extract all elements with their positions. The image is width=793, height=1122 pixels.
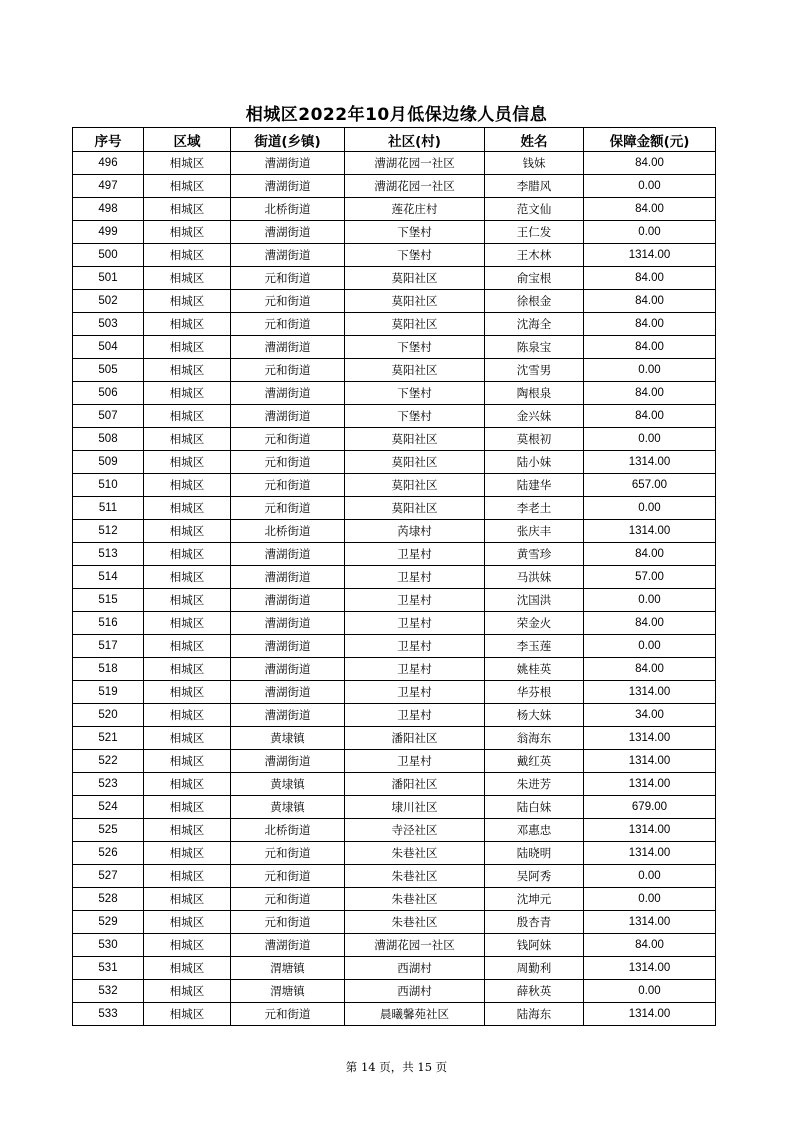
row-community-cell: 寺泾社区 — [345, 819, 485, 842]
row-community-cell: 晨曦馨苑社区 — [345, 1003, 485, 1026]
row-street-cell: 元和街道 — [231, 1003, 345, 1026]
row-index-cell: 504 — [73, 336, 144, 359]
table-row — [73, 796, 716, 819]
row-amount-cell: 1314.00 — [584, 819, 716, 842]
row-index-cell: 532 — [73, 980, 144, 1003]
table-row — [73, 244, 716, 267]
row-community-cell: 莫阳社区 — [345, 313, 485, 336]
row-district-cell: 相城区 — [144, 957, 231, 980]
row-index-cell: 525 — [73, 819, 144, 842]
row-person-name-cell: 吴阿秀 — [485, 865, 584, 888]
row-community-cell: 潘阳社区 — [345, 773, 485, 796]
row-person-name-cell: 王仁发 — [485, 221, 584, 244]
row-amount-cell: 0.00 — [584, 175, 716, 198]
row-person-name-cell: 荣金火 — [485, 612, 584, 635]
row-community-cell: 下堡村 — [345, 336, 485, 359]
row-district-cell: 相城区 — [144, 359, 231, 382]
row-index-cell: 515 — [73, 589, 144, 612]
table-row — [73, 428, 716, 451]
row-street-cell: 元和街道 — [231, 911, 345, 934]
row-person-name-cell: 陆晓明 — [485, 842, 584, 865]
table-row — [73, 980, 716, 1003]
row-amount-cell: 1314.00 — [584, 957, 716, 980]
row-amount-cell: 84.00 — [584, 267, 716, 290]
row-community-cell: 漕湖花园一社区 — [345, 152, 485, 175]
row-amount-cell: 84.00 — [584, 934, 716, 957]
row-street-cell: 漕湖街道 — [231, 750, 345, 773]
row-index-cell: 516 — [73, 612, 144, 635]
table-row — [73, 267, 716, 290]
row-index-cell: 518 — [73, 658, 144, 681]
row-street-cell: 元和街道 — [231, 290, 345, 313]
row-person-name-cell: 钱阿妹 — [485, 934, 584, 957]
row-street-cell: 元和街道 — [231, 313, 345, 336]
row-district-cell: 相城区 — [144, 911, 231, 934]
table-row — [73, 221, 716, 244]
table-row — [73, 842, 716, 865]
row-index-cell: 522 — [73, 750, 144, 773]
row-community-cell: 卫星村 — [345, 635, 485, 658]
row-person-name-cell: 俞宝根 — [485, 267, 584, 290]
row-index-cell: 508 — [73, 428, 144, 451]
row-street-cell: 北桥街道 — [231, 198, 345, 221]
row-index-cell: 497 — [73, 175, 144, 198]
row-amount-cell: 1314.00 — [584, 750, 716, 773]
row-community-cell: 朱巷社区 — [345, 888, 485, 911]
table-row — [73, 152, 716, 175]
row-street-cell: 漕湖街道 — [231, 566, 345, 589]
row-index-cell: 513 — [73, 543, 144, 566]
row-district-cell: 相城区 — [144, 819, 231, 842]
row-person-name-cell: 殷杏青 — [485, 911, 584, 934]
row-street-cell: 漕湖街道 — [231, 382, 345, 405]
table-row — [73, 497, 716, 520]
table-row — [73, 635, 716, 658]
row-person-name-cell: 陆小妹 — [485, 451, 584, 474]
row-index-cell: 527 — [73, 865, 144, 888]
row-amount-cell: 1314.00 — [584, 727, 716, 750]
row-community-cell: 下堡村 — [345, 221, 485, 244]
row-community-cell: 朱巷社区 — [345, 865, 485, 888]
table-row — [73, 704, 716, 727]
row-person-name-cell: 陶根泉 — [485, 382, 584, 405]
row-street-cell: 漕湖街道 — [231, 658, 345, 681]
table-row — [73, 612, 716, 635]
row-street-cell: 漕湖街道 — [231, 152, 345, 175]
row-amount-cell: 84.00 — [584, 152, 716, 175]
row-person-name-cell: 戴红英 — [485, 750, 584, 773]
row-street-cell: 元和街道 — [231, 267, 345, 290]
row-person-name-cell: 金兴妹 — [485, 405, 584, 428]
row-community-cell: 潘阳社区 — [345, 727, 485, 750]
table-row — [73, 750, 716, 773]
row-index-cell: 501 — [73, 267, 144, 290]
row-street-cell: 漕湖街道 — [231, 704, 345, 727]
row-district-cell: 相城区 — [144, 175, 231, 198]
row-district-cell: 相城区 — [144, 520, 231, 543]
row-person-name-cell: 陈泉宝 — [485, 336, 584, 359]
row-amount-cell: 0.00 — [584, 980, 716, 1003]
row-street-cell: 漕湖街道 — [231, 244, 345, 267]
table-row — [73, 934, 716, 957]
row-community-cell: 卫星村 — [345, 658, 485, 681]
row-district-cell: 相城区 — [144, 336, 231, 359]
row-person-name-cell: 陆白妹 — [485, 796, 584, 819]
row-amount-cell: 0.00 — [584, 888, 716, 911]
table-row — [73, 888, 716, 911]
row-community-cell: 卫星村 — [345, 589, 485, 612]
row-person-name-cell: 马洪妹 — [485, 566, 584, 589]
row-street-cell: 漕湖街道 — [231, 175, 345, 198]
row-amount-cell: 84.00 — [584, 382, 716, 405]
table-row — [73, 405, 716, 428]
row-district-cell: 相城区 — [144, 888, 231, 911]
row-district-cell: 相城区 — [144, 750, 231, 773]
row-district-cell: 相城区 — [144, 773, 231, 796]
row-amount-cell: 0.00 — [584, 359, 716, 382]
row-district-cell: 相城区 — [144, 865, 231, 888]
row-amount-cell: 84.00 — [584, 543, 716, 566]
row-person-name-cell: 沈海全 — [485, 313, 584, 336]
row-index-cell: 520 — [73, 704, 144, 727]
row-community-cell: 卫星村 — [345, 543, 485, 566]
row-person-name-cell: 张庆丰 — [485, 520, 584, 543]
row-street-cell: 元和街道 — [231, 865, 345, 888]
row-district-cell: 相城区 — [144, 635, 231, 658]
table-row — [73, 773, 716, 796]
row-person-name-cell: 翁海东 — [485, 727, 584, 750]
row-index-cell: 500 — [73, 244, 144, 267]
row-community-cell: 埭川社区 — [345, 796, 485, 819]
row-person-name-cell: 李老土 — [485, 497, 584, 520]
row-amount-cell: 1314.00 — [584, 842, 716, 865]
row-street-cell: 黄埭镇 — [231, 773, 345, 796]
row-index-cell: 526 — [73, 842, 144, 865]
row-index-cell: 496 — [73, 152, 144, 175]
row-street-cell: 元和街道 — [231, 888, 345, 911]
row-amount-cell: 34.00 — [584, 704, 716, 727]
table-row — [73, 290, 716, 313]
row-community-cell: 卫星村 — [345, 704, 485, 727]
row-amount-cell: 1314.00 — [584, 911, 716, 934]
row-street-cell: 漕湖街道 — [231, 681, 345, 704]
row-district-cell: 相城区 — [144, 980, 231, 1003]
row-amount-cell: 657.00 — [584, 474, 716, 497]
row-community-cell: 漕湖花园一社区 — [345, 934, 485, 957]
row-street-cell: 黄埭镇 — [231, 727, 345, 750]
row-amount-cell: 679.00 — [584, 796, 716, 819]
row-index-cell: 529 — [73, 911, 144, 934]
header-index: 序号 — [73, 128, 144, 152]
row-community-cell: 芮埭村 — [345, 520, 485, 543]
row-district-cell: 相城区 — [144, 313, 231, 336]
data-table — [72, 127, 716, 1026]
row-person-name-cell: 钱妹 — [485, 152, 584, 175]
row-index-cell: 503 — [73, 313, 144, 336]
row-community-cell: 莫阳社区 — [345, 267, 485, 290]
row-street-cell: 北桥街道 — [231, 520, 345, 543]
row-community-cell: 西湖村 — [345, 957, 485, 980]
table-row — [73, 1003, 716, 1026]
row-person-name-cell: 姚桂英 — [485, 658, 584, 681]
table-row — [73, 681, 716, 704]
row-district-cell: 相城区 — [144, 543, 231, 566]
row-district-cell: 相城区 — [144, 428, 231, 451]
row-index-cell: 528 — [73, 888, 144, 911]
row-amount-cell: 84.00 — [584, 612, 716, 635]
table-row — [73, 313, 716, 336]
table-row — [73, 336, 716, 359]
row-index-cell: 499 — [73, 221, 144, 244]
row-district-cell: 相城区 — [144, 796, 231, 819]
row-index-cell: 507 — [73, 405, 144, 428]
row-index-cell: 517 — [73, 635, 144, 658]
row-district-cell: 相城区 — [144, 842, 231, 865]
row-street-cell: 漕湖街道 — [231, 934, 345, 957]
row-person-name-cell: 薛秋英 — [485, 980, 584, 1003]
table-body — [73, 152, 716, 1026]
row-street-cell: 漕湖街道 — [231, 543, 345, 566]
row-person-name-cell: 黄雪珍 — [485, 543, 584, 566]
row-community-cell: 下堡村 — [345, 405, 485, 428]
row-district-cell: 相城区 — [144, 727, 231, 750]
row-community-cell: 莫阳社区 — [345, 474, 485, 497]
header-street: 街道(乡镇) — [231, 128, 345, 152]
row-amount-cell: 84.00 — [584, 336, 716, 359]
row-person-name-cell: 徐根金 — [485, 290, 584, 313]
table-row — [73, 566, 716, 589]
row-street-cell: 元和街道 — [231, 359, 345, 382]
row-person-name-cell: 李腊风 — [485, 175, 584, 198]
row-amount-cell: 0.00 — [584, 865, 716, 888]
row-district-cell: 相城区 — [144, 244, 231, 267]
row-amount-cell: 57.00 — [584, 566, 716, 589]
row-index-cell: 514 — [73, 566, 144, 589]
table-row — [73, 658, 716, 681]
row-index-cell: 531 — [73, 957, 144, 980]
row-person-name-cell: 沈雪男 — [485, 359, 584, 382]
row-amount-cell: 0.00 — [584, 497, 716, 520]
row-district-cell: 相城区 — [144, 382, 231, 405]
row-district-cell: 相城区 — [144, 1003, 231, 1026]
row-person-name-cell: 范文仙 — [485, 198, 584, 221]
document-title: 相城区2022年10月低保边缘人员信息 — [245, 105, 548, 125]
row-community-cell: 莲花庄村 — [345, 198, 485, 221]
row-amount-cell: 84.00 — [584, 658, 716, 681]
row-community-cell: 朱巷社区 — [345, 911, 485, 934]
table-row — [73, 957, 716, 980]
row-index-cell: 512 — [73, 520, 144, 543]
table-header-row — [73, 128, 716, 152]
row-person-name-cell: 陆海东 — [485, 1003, 584, 1026]
row-index-cell: 524 — [73, 796, 144, 819]
row-person-name-cell: 周勤利 — [485, 957, 584, 980]
row-community-cell: 卫星村 — [345, 750, 485, 773]
row-amount-cell: 0.00 — [584, 428, 716, 451]
row-index-cell: 523 — [73, 773, 144, 796]
row-index-cell: 511 — [73, 497, 144, 520]
row-index-cell: 533 — [73, 1003, 144, 1026]
row-community-cell: 卫星村 — [345, 681, 485, 704]
row-person-name-cell: 朱进芳 — [485, 773, 584, 796]
row-amount-cell: 1314.00 — [584, 244, 716, 267]
table-row — [73, 175, 716, 198]
row-district-cell: 相城区 — [144, 198, 231, 221]
row-community-cell: 卫星村 — [345, 612, 485, 635]
row-index-cell: 509 — [73, 451, 144, 474]
table-row — [73, 474, 716, 497]
row-community-cell: 莫阳社区 — [345, 451, 485, 474]
table-row — [73, 727, 716, 750]
table-row — [73, 819, 716, 842]
row-person-name-cell: 沈坤元 — [485, 888, 584, 911]
row-person-name-cell: 杨大妹 — [485, 704, 584, 727]
table-row — [73, 911, 716, 934]
header-community: 社区(村) — [345, 128, 485, 152]
row-index-cell: 506 — [73, 382, 144, 405]
row-index-cell: 519 — [73, 681, 144, 704]
table-row — [73, 198, 716, 221]
row-street-cell: 渭塘镇 — [231, 980, 345, 1003]
row-person-name-cell: 华芬根 — [485, 681, 584, 704]
row-person-name-cell: 莫根初 — [485, 428, 584, 451]
row-person-name-cell: 邓惠忠 — [485, 819, 584, 842]
row-person-name-cell: 陆建华 — [485, 474, 584, 497]
row-amount-cell: 0.00 — [584, 635, 716, 658]
row-amount-cell: 84.00 — [584, 198, 716, 221]
row-district-cell: 相城区 — [144, 497, 231, 520]
row-amount-cell: 84.00 — [584, 405, 716, 428]
row-street-cell: 漕湖街道 — [231, 612, 345, 635]
row-district-cell: 相城区 — [144, 612, 231, 635]
row-amount-cell: 84.00 — [584, 313, 716, 336]
row-amount-cell: 1314.00 — [584, 1003, 716, 1026]
row-street-cell: 漕湖街道 — [231, 336, 345, 359]
row-person-name-cell: 沈国洪 — [485, 589, 584, 612]
row-community-cell: 下堡村 — [345, 244, 485, 267]
header-name: 姓名 — [485, 128, 584, 152]
table-row — [73, 865, 716, 888]
row-street-cell: 元和街道 — [231, 428, 345, 451]
row-amount-cell: 0.00 — [584, 589, 716, 612]
row-index-cell: 521 — [73, 727, 144, 750]
row-district-cell: 相城区 — [144, 566, 231, 589]
row-community-cell: 莫阳社区 — [345, 290, 485, 313]
row-community-cell: 莫阳社区 — [345, 359, 485, 382]
row-district-cell: 相城区 — [144, 290, 231, 313]
table-row — [73, 451, 716, 474]
row-district-cell: 相城区 — [144, 152, 231, 175]
row-community-cell: 莫阳社区 — [345, 428, 485, 451]
table-row — [73, 589, 716, 612]
table-row — [73, 359, 716, 382]
row-community-cell: 朱巷社区 — [345, 842, 485, 865]
row-district-cell: 相城区 — [144, 267, 231, 290]
row-index-cell: 530 — [73, 934, 144, 957]
table-row — [73, 520, 716, 543]
row-person-name-cell: 王木林 — [485, 244, 584, 267]
row-amount-cell: 84.00 — [584, 290, 716, 313]
row-street-cell: 渭塘镇 — [231, 957, 345, 980]
row-street-cell: 漕湖街道 — [231, 635, 345, 658]
table-row — [73, 543, 716, 566]
row-amount-cell: 1314.00 — [584, 681, 716, 704]
row-street-cell: 北桥街道 — [231, 819, 345, 842]
row-district-cell: 相城区 — [144, 221, 231, 244]
row-community-cell: 莫阳社区 — [345, 497, 485, 520]
row-street-cell: 漕湖街道 — [231, 221, 345, 244]
row-district-cell: 相城区 — [144, 681, 231, 704]
row-person-name-cell: 李玉莲 — [485, 635, 584, 658]
row-community-cell: 卫星村 — [345, 566, 485, 589]
row-index-cell: 505 — [73, 359, 144, 382]
row-street-cell: 黄埭镇 — [231, 796, 345, 819]
row-amount-cell: 1314.00 — [584, 451, 716, 474]
row-street-cell: 元和街道 — [231, 474, 345, 497]
row-index-cell: 502 — [73, 290, 144, 313]
row-street-cell: 漕湖街道 — [231, 589, 345, 612]
row-index-cell: 498 — [73, 198, 144, 221]
row-street-cell: 元和街道 — [231, 451, 345, 474]
row-amount-cell: 1314.00 — [584, 773, 716, 796]
header-district: 区域 — [144, 128, 231, 152]
row-district-cell: 相城区 — [144, 589, 231, 612]
row-district-cell: 相城区 — [144, 934, 231, 957]
row-index-cell: 510 — [73, 474, 144, 497]
table-row — [73, 382, 716, 405]
header-amount: 保障金额(元) — [584, 128, 716, 152]
row-community-cell: 下堡村 — [345, 382, 485, 405]
row-community-cell: 漕湖花园一社区 — [345, 175, 485, 198]
page-footer: 第 14 页，共 15 页 — [345, 1060, 448, 1074]
row-district-cell: 相城区 — [144, 474, 231, 497]
row-district-cell: 相城区 — [144, 451, 231, 474]
row-street-cell: 元和街道 — [231, 497, 345, 520]
row-street-cell: 元和街道 — [231, 842, 345, 865]
row-amount-cell: 0.00 — [584, 221, 716, 244]
row-district-cell: 相城区 — [144, 704, 231, 727]
row-amount-cell: 1314.00 — [584, 520, 716, 543]
row-street-cell: 漕湖街道 — [231, 405, 345, 428]
row-community-cell: 西湖村 — [345, 980, 485, 1003]
row-district-cell: 相城区 — [144, 658, 231, 681]
row-district-cell: 相城区 — [144, 405, 231, 428]
